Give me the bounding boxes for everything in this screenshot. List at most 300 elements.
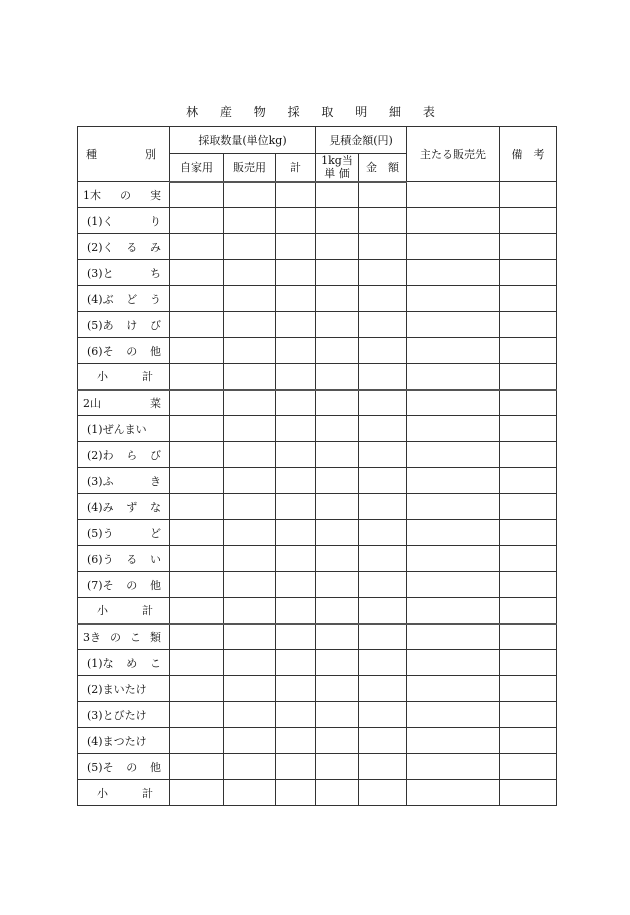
entry-cell[interactable] [407, 494, 500, 520]
row-label [78, 520, 170, 546]
entry-cell[interactable] [170, 286, 224, 312]
entry-cell[interactable] [359, 572, 407, 598]
subtotal-row [78, 598, 557, 624]
entry-cell[interactable] [224, 598, 276, 624]
entry-cell[interactable] [500, 208, 557, 234]
item-char: ど [126, 292, 138, 306]
item-char: ず [126, 500, 138, 514]
item-number: (5) [87, 526, 103, 540]
item-number: (3) [87, 474, 103, 488]
category-char: き [90, 630, 101, 644]
item-char: り [150, 214, 161, 228]
entry-cell[interactable] [276, 676, 316, 702]
entry-cell[interactable] [224, 520, 276, 546]
item-row [78, 546, 557, 572]
header-unit-price: 1kg当 単 価 [316, 154, 359, 182]
entry-cell[interactable] [224, 442, 276, 468]
subtotal-row [78, 364, 557, 390]
item-row [78, 442, 557, 468]
entry-cell[interactable] [224, 728, 276, 754]
item-char: め [126, 656, 138, 670]
item-char: ど [150, 526, 161, 540]
entry-cell[interactable] [359, 754, 407, 780]
entry-cell[interactable] [407, 416, 500, 442]
entry-cell[interactable] [359, 780, 407, 806]
entry-cell[interactable] [500, 780, 557, 806]
entry-cell[interactable] [276, 598, 316, 624]
entry-cell[interactable] [224, 208, 276, 234]
item-label [83, 499, 161, 515]
entry-cell[interactable] [170, 546, 224, 572]
category-number: 2 [83, 396, 90, 410]
item-label [83, 733, 161, 749]
entry-cell[interactable] [276, 416, 316, 442]
item-row [78, 338, 557, 364]
item-number: (6) [87, 344, 103, 358]
entry-cell[interactable] [276, 468, 316, 494]
item-char: 他 [150, 760, 161, 774]
item-char: る [126, 552, 138, 566]
item-label [83, 707, 161, 723]
item-char: み [150, 240, 161, 254]
item-row [78, 260, 557, 286]
item-char: ふ [102, 474, 114, 488]
item-char: る [126, 240, 138, 254]
category-number: 3 [83, 630, 90, 644]
entry-cell[interactable] [276, 728, 316, 754]
entry-cell[interactable] [276, 390, 316, 416]
entry-cell[interactable] [316, 286, 359, 312]
entry-cell[interactable] [359, 624, 407, 650]
entry-cell[interactable] [316, 390, 359, 416]
entry-cell[interactable] [359, 208, 407, 234]
entry-cell[interactable] [316, 650, 359, 676]
entry-cell[interactable] [359, 598, 407, 624]
entry-cell[interactable] [170, 780, 224, 806]
row-label [78, 494, 170, 520]
header-type: 種 別 [78, 127, 170, 182]
entry-cell[interactable] [170, 234, 224, 260]
entry-cell[interactable] [224, 650, 276, 676]
entry-cell[interactable] [170, 650, 224, 676]
entry-cell[interactable] [316, 754, 359, 780]
entry-cell[interactable] [359, 234, 407, 260]
item-char: び [150, 318, 161, 332]
row-label [78, 286, 170, 312]
entry-cell[interactable] [359, 650, 407, 676]
entry-cell[interactable] [316, 676, 359, 702]
item-char: ぜんまい [102, 422, 147, 436]
entry-cell[interactable] [276, 780, 316, 806]
entry-cell[interactable] [500, 364, 557, 390]
entry-cell[interactable] [500, 416, 557, 442]
entry-cell[interactable] [407, 390, 500, 416]
item-char: の [126, 760, 138, 774]
category-char: の [110, 630, 121, 644]
entry-cell[interactable] [316, 182, 359, 208]
item-label [83, 239, 161, 255]
entry-cell[interactable] [359, 182, 407, 208]
entry-cell[interactable] [359, 546, 407, 572]
entry-cell[interactable] [170, 390, 224, 416]
entry-cell[interactable] [276, 312, 316, 338]
item-char: け [126, 318, 138, 332]
entry-cell[interactable] [170, 728, 224, 754]
item-char: び [150, 448, 161, 462]
row-label [78, 598, 170, 624]
entry-cell[interactable] [316, 312, 359, 338]
entry-cell[interactable] [500, 338, 557, 364]
entry-cell[interactable] [316, 520, 359, 546]
entry-cell[interactable] [170, 364, 224, 390]
subtotal-char: 計 [142, 786, 153, 800]
row-label [78, 650, 170, 676]
item-char: い [150, 552, 161, 566]
entry-cell[interactable] [359, 468, 407, 494]
entry-cell[interactable] [276, 364, 316, 390]
row-label [78, 260, 170, 286]
category-char: 類 [150, 630, 161, 644]
entry-cell[interactable] [170, 754, 224, 780]
entry-cell[interactable] [500, 572, 557, 598]
row-label [78, 416, 170, 442]
entry-cell[interactable] [224, 468, 276, 494]
entry-cell[interactable] [359, 442, 407, 468]
item-row [78, 468, 557, 494]
item-row [78, 494, 557, 520]
header-main-buyer: 主たる販売先 [407, 127, 500, 182]
entry-cell[interactable] [276, 494, 316, 520]
entry-cell[interactable] [316, 728, 359, 754]
row-label [78, 338, 170, 364]
entry-cell[interactable] [316, 494, 359, 520]
entry-cell[interactable] [316, 234, 359, 260]
entry-cell[interactable] [224, 364, 276, 390]
item-char: の [126, 578, 138, 592]
entry-cell[interactable] [407, 260, 500, 286]
item-number: (4) [87, 500, 103, 514]
entry-cell[interactable] [170, 442, 224, 468]
item-char: き [150, 474, 161, 488]
entry-cell[interactable] [407, 598, 500, 624]
row-label [78, 702, 170, 728]
entry-cell[interactable] [276, 182, 316, 208]
entry-cell[interactable] [407, 650, 500, 676]
entry-cell[interactable] [500, 286, 557, 312]
entry-cell[interactable] [224, 234, 276, 260]
entry-cell[interactable] [359, 676, 407, 702]
item-row [78, 650, 557, 676]
entry-cell[interactable] [316, 780, 359, 806]
subtotal-char: 計 [142, 370, 153, 384]
header-amount: 金 額 [359, 154, 407, 182]
item-number: (1) [87, 656, 103, 670]
entry-cell[interactable] [170, 572, 224, 598]
category-label [83, 187, 161, 203]
entry-cell[interactable] [224, 780, 276, 806]
row-label [78, 676, 170, 702]
item-label [83, 473, 161, 489]
item-label [83, 291, 161, 307]
item-char: う [102, 526, 114, 540]
entry-cell[interactable] [407, 442, 500, 468]
entry-cell[interactable] [407, 312, 500, 338]
item-char: ち [150, 266, 161, 280]
entry-cell[interactable] [224, 546, 276, 572]
item-row [78, 702, 557, 728]
entry-cell[interactable] [407, 338, 500, 364]
entry-cell[interactable] [407, 208, 500, 234]
entry-cell[interactable] [224, 624, 276, 650]
entry-cell[interactable] [359, 364, 407, 390]
entry-cell[interactable] [170, 182, 224, 208]
item-char: まつたけ [102, 734, 147, 748]
subtotal-row [78, 780, 557, 806]
item-row [78, 208, 557, 234]
entry-cell[interactable] [500, 650, 557, 676]
item-char: あ [102, 318, 114, 332]
entry-cell[interactable] [407, 286, 500, 312]
item-number: (5) [87, 760, 103, 774]
subtotal-char: 小 [97, 370, 108, 384]
row-label [78, 364, 170, 390]
row-label [78, 546, 170, 572]
entry-cell[interactable] [276, 442, 316, 468]
entry-cell[interactable] [500, 676, 557, 702]
entry-cell[interactable] [359, 520, 407, 546]
forest-products-table [77, 126, 557, 806]
entry-cell[interactable] [276, 754, 316, 780]
entry-cell[interactable] [500, 442, 557, 468]
item-char: な [150, 500, 161, 514]
entry-cell[interactable] [500, 494, 557, 520]
entry-cell[interactable] [316, 598, 359, 624]
row-label [78, 442, 170, 468]
entry-cell[interactable] [407, 624, 500, 650]
entry-cell[interactable] [407, 754, 500, 780]
item-row [78, 754, 557, 780]
entry-cell[interactable] [359, 702, 407, 728]
item-char: ぶ [102, 292, 114, 306]
entry-cell[interactable] [224, 338, 276, 364]
entry-cell[interactable] [170, 260, 224, 286]
category-row [78, 182, 557, 208]
entry-cell[interactable] [500, 182, 557, 208]
entry-cell[interactable] [224, 182, 276, 208]
entry-cell[interactable] [224, 676, 276, 702]
entry-cell[interactable] [224, 754, 276, 780]
entry-cell[interactable] [500, 598, 557, 624]
item-row [78, 572, 557, 598]
entry-cell[interactable] [276, 546, 316, 572]
entry-cell[interactable] [316, 208, 359, 234]
entry-cell[interactable] [170, 312, 224, 338]
entry-cell[interactable] [407, 468, 500, 494]
entry-cell[interactable] [316, 260, 359, 286]
category-char: の [120, 188, 131, 202]
item-char: わ [102, 448, 114, 462]
entry-cell[interactable] [170, 208, 224, 234]
item-label [83, 655, 161, 671]
entry-cell[interactable] [224, 416, 276, 442]
page-title: 林 産 物 採 取 明 細 表 [186, 105, 444, 119]
entry-cell[interactable] [407, 546, 500, 572]
entry-cell[interactable] [170, 598, 224, 624]
entry-cell[interactable] [500, 702, 557, 728]
subtotal-char: 小 [97, 604, 108, 618]
item-char: そ [102, 344, 114, 358]
item-number: (2) [87, 682, 103, 696]
item-row [78, 416, 557, 442]
item-char: こ [150, 656, 161, 670]
entry-cell[interactable] [407, 780, 500, 806]
entry-cell[interactable] [407, 520, 500, 546]
entry-cell[interactable] [359, 494, 407, 520]
subtotal-label [83, 602, 153, 618]
entry-cell[interactable] [316, 416, 359, 442]
entry-cell[interactable] [276, 260, 316, 286]
entry-cell[interactable] [500, 312, 557, 338]
entry-cell[interactable] [170, 702, 224, 728]
entry-cell[interactable] [276, 286, 316, 312]
entry-cell[interactable] [224, 494, 276, 520]
entry-cell[interactable] [316, 442, 359, 468]
item-label [83, 265, 161, 281]
item-label [83, 317, 161, 333]
subtotal-char: 小 [97, 786, 108, 800]
entry-cell[interactable] [170, 520, 224, 546]
item-char: そ [102, 760, 114, 774]
entry-cell[interactable] [500, 624, 557, 650]
entry-cell[interactable] [224, 286, 276, 312]
entry-cell[interactable] [359, 416, 407, 442]
item-label [83, 343, 161, 359]
item-char: まいたけ [102, 682, 147, 696]
entry-cell[interactable] [407, 728, 500, 754]
entry-cell[interactable] [316, 546, 359, 572]
entry-cell[interactable] [316, 364, 359, 390]
entry-cell[interactable] [170, 338, 224, 364]
item-number: (4) [87, 734, 103, 748]
category-char: こ [130, 630, 141, 644]
entry-cell[interactable] [276, 234, 316, 260]
entry-cell[interactable] [500, 234, 557, 260]
row-label [78, 728, 170, 754]
entry-cell[interactable] [224, 702, 276, 728]
row-label [78, 182, 170, 208]
entry-cell[interactable] [316, 702, 359, 728]
header-estimate: 見積金額(円) [316, 127, 407, 154]
item-number: (1) [87, 422, 103, 436]
entry-cell[interactable] [224, 572, 276, 598]
entry-cell[interactable] [407, 676, 500, 702]
subtotal-label [83, 368, 153, 384]
entry-cell[interactable] [500, 468, 557, 494]
category-char: 山 [90, 396, 101, 410]
entry-cell[interactable] [316, 468, 359, 494]
entry-cell[interactable] [170, 416, 224, 442]
entry-cell[interactable] [359, 312, 407, 338]
item-label [83, 421, 161, 437]
entry-cell[interactable] [276, 208, 316, 234]
item-label [83, 551, 161, 567]
entry-cell[interactable] [500, 546, 557, 572]
entry-cell[interactable] [359, 286, 407, 312]
entry-cell[interactable] [407, 702, 500, 728]
entry-cell[interactable] [359, 390, 407, 416]
entry-cell[interactable] [276, 572, 316, 598]
entry-cell[interactable] [316, 572, 359, 598]
item-label [83, 577, 161, 593]
entry-cell[interactable] [170, 494, 224, 520]
entry-cell[interactable] [500, 520, 557, 546]
header-own-use: 自家用 [170, 154, 224, 182]
category-char: 菜 [150, 396, 161, 410]
entry-cell[interactable] [359, 728, 407, 754]
entry-cell[interactable] [276, 702, 316, 728]
entry-cell[interactable] [224, 390, 276, 416]
item-char: そ [102, 578, 114, 592]
entry-cell[interactable] [170, 676, 224, 702]
entry-cell[interactable] [407, 234, 500, 260]
item-char: とびたけ [102, 708, 147, 722]
entry-cell[interactable] [276, 624, 316, 650]
entry-cell[interactable] [276, 338, 316, 364]
entry-cell[interactable] [224, 260, 276, 286]
row-label [78, 234, 170, 260]
entry-cell[interactable] [407, 572, 500, 598]
entry-cell[interactable] [500, 754, 557, 780]
entry-cell[interactable] [276, 520, 316, 546]
entry-cell[interactable] [500, 390, 557, 416]
item-char: う [102, 552, 114, 566]
row-label [78, 390, 170, 416]
entry-cell[interactable] [359, 338, 407, 364]
entry-cell[interactable] [276, 650, 316, 676]
entry-cell[interactable] [316, 338, 359, 364]
row-label [78, 780, 170, 806]
entry-cell[interactable] [407, 182, 500, 208]
item-row [78, 728, 557, 754]
entry-cell[interactable] [224, 312, 276, 338]
item-char: 他 [150, 578, 161, 592]
item-label [83, 213, 161, 229]
entry-cell[interactable] [359, 260, 407, 286]
category-row [78, 390, 557, 416]
item-char: ら [126, 448, 138, 462]
entry-cell[interactable] [316, 624, 359, 650]
item-row [78, 676, 557, 702]
entry-cell[interactable] [500, 260, 557, 286]
header-quantity: 採取数量(単位kg) [170, 127, 316, 154]
entry-cell[interactable] [170, 624, 224, 650]
item-char: く [102, 240, 114, 254]
item-char: の [126, 344, 138, 358]
entry-cell[interactable] [407, 364, 500, 390]
category-label [83, 395, 161, 411]
item-number: (3) [87, 708, 103, 722]
entry-cell[interactable] [500, 728, 557, 754]
subtotal-label [83, 785, 153, 801]
item-char: と [102, 266, 114, 280]
item-label [83, 447, 161, 463]
row-label [78, 208, 170, 234]
entry-cell[interactable] [170, 468, 224, 494]
category-label [83, 629, 161, 645]
item-row [78, 234, 557, 260]
item-char: う [150, 292, 161, 306]
row-label [78, 624, 170, 650]
